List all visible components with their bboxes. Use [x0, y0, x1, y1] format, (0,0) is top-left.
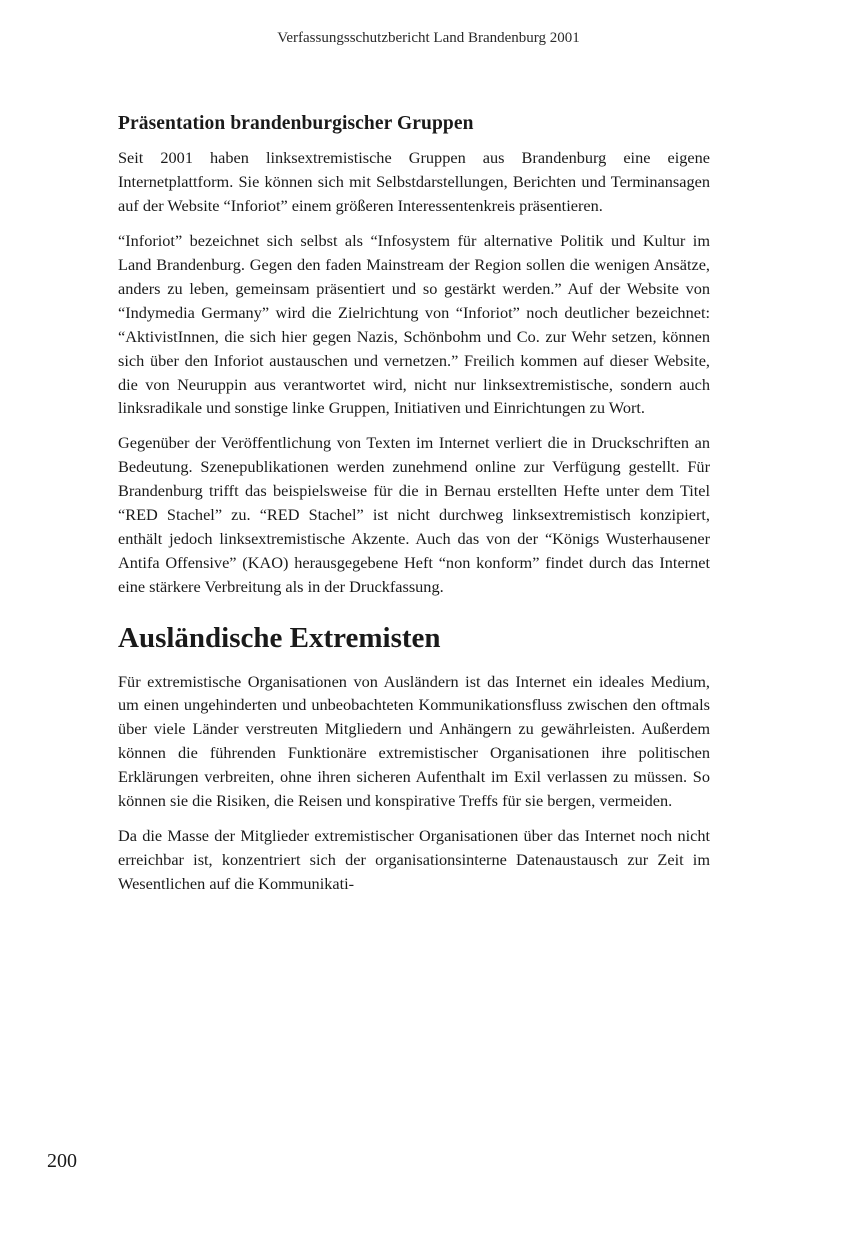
section-heading-praesentation: Präsentation brandenburgischer Gruppen [118, 113, 474, 134]
paragraph: Gegenüber der Veröffentlichung von Texten im Internet verliert die in Druckschriften an Bedeutung. Szenepublikationen werden zunehmend online zur Verfügung gestellt. Für Brandenburg trifft das beispielsweise für die in Bernau erstellten Hefte unter dem Titel “RED Stachel” zu. “RED Stachel” ist nicht durchweg linksextremistisch konzipiert, enthält jedoch linksextremistische Akzente. Auch das von der “Königs Wusterhausener Antifa Offensive” (KAO) herausgegebene Heft “non konform” findet durch das Internet eine stärkere Verbreitung als in der Druckfassung. [118, 433, 710, 596]
page-number: 200 [47, 1150, 77, 1172]
paragraph: “Inforiot” bezeichnet sich selbst als “Infosystem für alternative Politik und Kultur im Land Brandenburg. Gegen den faden Mainstream der Region sollen die wenigen Ansätze, anders zu leben, gemeinsam präsentiert und so gestärkt werden.” Auf der Website von “Indymedia Germany” wird die Zielrichtung von “Inforiot” noch deutlicher bezeichnet: “AktivistInnen, die sich hier gegen Nazis, Schönbohm und Co. zur Wehr setzen, können sich über den Inforiot austauschen und vernetzen.” Freilich kommen auf dieser Website, die von Neuruppin aus verantwortet wird, nicht nur linksextremistische, sondern auch linksradikale und sonstige linke Gruppen, Initiativen und Einrichtungen zu Wort. [118, 231, 710, 418]
paragraph: Da die Masse der Mitglieder extremistischer Organisationen über das Internet noch nicht erreichbar ist, konzentriert sich der organisationsinterne Datenaustausch zur Zeit im Wesentlichen auf die Kommunikati- [118, 825, 710, 893]
page-body [118, 112, 710, 907]
running-header: Verfassungsschutzbericht Land Brandenburg 2001 [277, 30, 580, 46]
section-heading-auslaendische-extremisten: Ausländische Extremisten [118, 621, 441, 654]
paragraph: Seit 2001 haben linksextremistische Gruppen aus Brandenburg eine eigene Internetplattform. Sie können sich mit Selbstdarstellungen, Berichten und Terminansagen auf der Website “Inforiot” einem größeren Interessentenkreis präsentieren. [118, 148, 710, 216]
paragraph: Für extremistische Organisationen von Ausländern ist das Internet ein ideales Medium, um einen ungehinderten und unbeobachteten Kommunikationsfluss zwischen den oftmals über viele Länder verstreuten Mitgliedern und Anhängern zu gewährleisten. Außerdem können die führenden Funktionäre extremistischer Organisationen ihre politischen Erklärungen verbreiten, ohne ihren sicheren Aufenthalt im Exil verlassen zu müssen. So können sie die Risiken, die Reisen und konspirative Treffs für sie bergen, vermeiden. [118, 671, 710, 811]
